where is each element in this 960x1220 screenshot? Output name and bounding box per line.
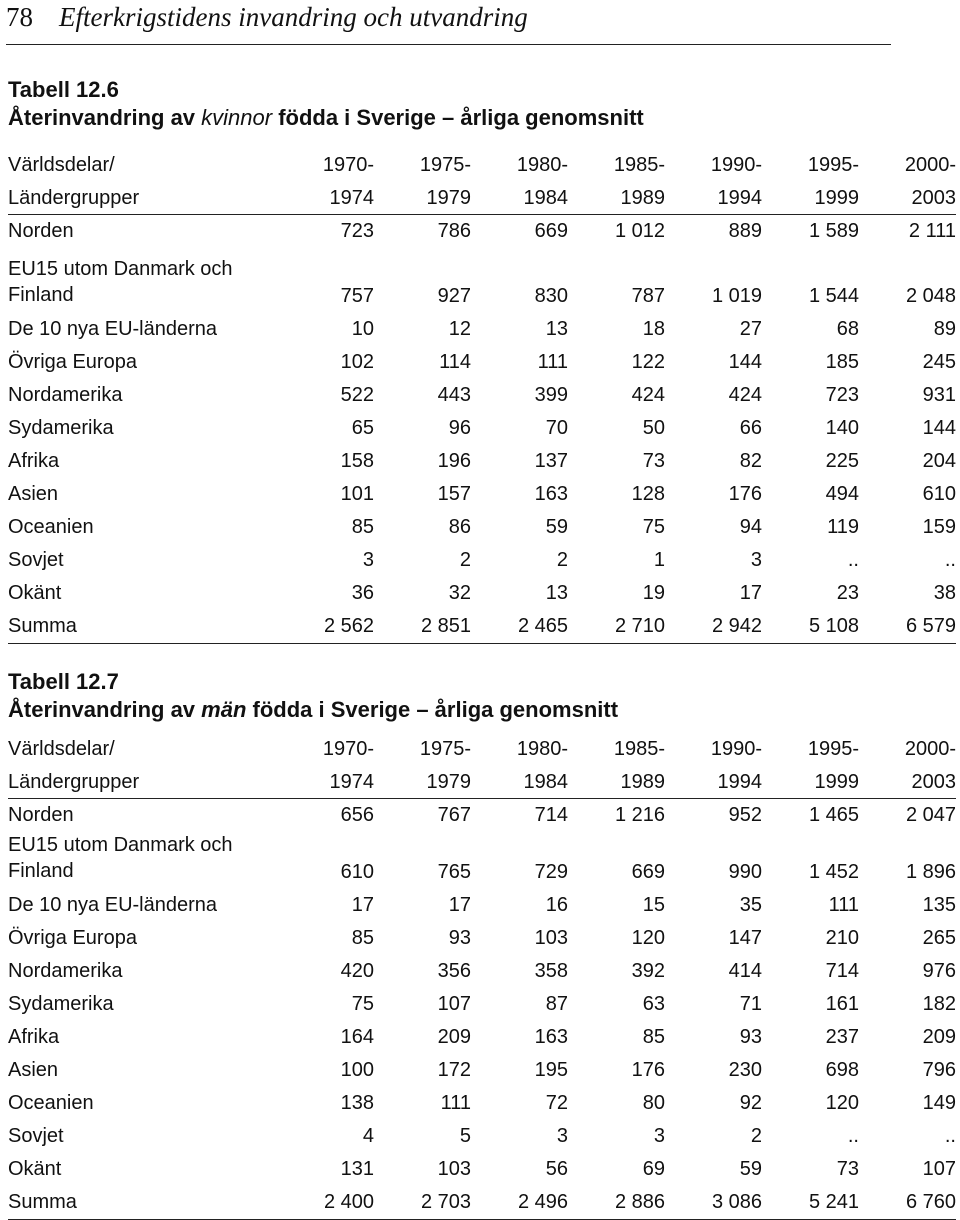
- table-row: [8, 799, 956, 833]
- cell-value: 100: [340, 1059, 374, 1081]
- cell-value: 392: [631, 960, 665, 982]
- header-period: 1975-: [419, 153, 471, 176]
- header-period: 2000-: [904, 737, 956, 760]
- cell-value: 204: [922, 450, 956, 472]
- cell-value: 6 579: [859, 610, 956, 644]
- table-title: Återinvandring av män födda i Sverige – årliga genomsnitt: [8, 697, 619, 722]
- cell-value: 144: [728, 351, 762, 373]
- table-row: [8, 577, 956, 610]
- cell-value: 3 086: [665, 1186, 762, 1220]
- cell-value: 2 886: [568, 1186, 665, 1220]
- cell-value: 16: [545, 894, 568, 916]
- chapter-title: Efterkrigstidens invandring och utvandring: [59, 2, 528, 32]
- table-row: [8, 511, 956, 544]
- cell-value: 75: [351, 993, 374, 1015]
- header-period: 1985-: [613, 737, 665, 760]
- header-period: 1994: [665, 182, 762, 215]
- cell-value: 424: [728, 384, 762, 406]
- cell-value: 6 760: [859, 1186, 956, 1220]
- cell-value: 399: [534, 384, 568, 406]
- cell-value: 1 896: [905, 861, 956, 883]
- cell-value: 2 710: [568, 610, 665, 644]
- row-label: Sydamerika: [8, 993, 114, 1015]
- cell-value: 138: [340, 1092, 374, 1114]
- cell-value: 2 047: [905, 804, 956, 826]
- header-row: [8, 766, 956, 799]
- cell-value: 1 465: [808, 804, 859, 826]
- cell-value: 128: [631, 483, 665, 505]
- cell-value: 87: [545, 993, 568, 1015]
- cell-value: 80: [642, 1092, 665, 1114]
- cell-value: 93: [739, 1026, 762, 1048]
- cell-value: 122: [631, 351, 665, 373]
- cell-value: 265: [922, 927, 956, 949]
- cell-value: 1 019: [711, 285, 762, 307]
- cell-value: 209: [922, 1026, 956, 1048]
- cell-value: 420: [340, 960, 374, 982]
- cell-value: 172: [437, 1059, 471, 1081]
- cell-value: 927: [437, 285, 471, 307]
- row-label: Övriga Europa: [8, 351, 137, 373]
- cell-value: 1: [653, 549, 665, 571]
- row-label: Sovjet: [8, 1125, 64, 1147]
- cell-value: 610: [340, 861, 374, 883]
- cell-value: 27: [739, 318, 762, 340]
- cell-value: 3: [653, 1125, 665, 1147]
- table-row: [8, 248, 956, 313]
- cell-value: 1 544: [808, 285, 859, 307]
- cell-value: 414: [728, 960, 762, 982]
- cell-value: 182: [922, 993, 956, 1015]
- row-label: Okänt: [8, 582, 62, 604]
- cell-value: 50: [642, 417, 665, 439]
- cell-value: 157: [437, 483, 471, 505]
- table-row: [8, 1186, 956, 1220]
- table-row: [8, 346, 956, 379]
- cell-value: 65: [351, 417, 374, 439]
- cell-value: 163: [534, 483, 568, 505]
- cell-value: 107: [437, 993, 471, 1015]
- table-row: [8, 988, 956, 1021]
- cell-value: 2: [459, 549, 471, 571]
- cell-value: 723: [825, 384, 859, 406]
- cell-value: 114: [439, 351, 471, 373]
- cell-value: 2 851: [374, 610, 471, 644]
- table-row: [8, 610, 956, 644]
- cell-value: 17: [448, 894, 471, 916]
- cell-value: ..: [847, 1125, 859, 1147]
- cell-value: 111: [440, 1092, 471, 1114]
- header-period: 1979: [374, 766, 471, 799]
- cell-value: 13: [545, 318, 568, 340]
- cell-value: 729: [534, 861, 568, 883]
- cell-value: 103: [534, 927, 568, 949]
- cell-value: 230: [728, 1059, 762, 1081]
- cell-value: 2 703: [374, 1186, 471, 1220]
- cell-value: 3: [556, 1125, 568, 1147]
- cell-value: 494: [825, 483, 859, 505]
- cell-value: 86: [448, 516, 471, 538]
- cell-value: 2 496: [471, 1186, 568, 1220]
- cell-value: 757: [340, 285, 374, 307]
- table-number: Tabell 12.7: [8, 669, 119, 694]
- row-label: EU15 utom Danmark och Finland: [8, 258, 233, 306]
- cell-value: 669: [631, 861, 665, 883]
- row-label: Afrika: [8, 450, 60, 472]
- table-row: [8, 379, 956, 412]
- cell-value: 714: [825, 960, 859, 982]
- row-label: Norden: [8, 804, 74, 826]
- header-period: 1984: [471, 766, 568, 799]
- table-row: [8, 544, 956, 577]
- cell-value: 137: [534, 450, 568, 472]
- cell-value: 71: [739, 993, 762, 1015]
- cell-value: 140: [825, 417, 859, 439]
- header-label: Ländergrupper: [8, 766, 277, 799]
- cell-value: 714: [534, 804, 568, 826]
- cell-value: 176: [728, 483, 762, 505]
- header-period: 1989: [568, 766, 665, 799]
- row-label: EU15 utom Danmark och Finland: [8, 834, 233, 882]
- row-label: Summa: [8, 1186, 277, 1220]
- cell-value: 669: [534, 220, 568, 242]
- data-table-12-7: [8, 732, 956, 1220]
- cell-value: 120: [825, 1092, 859, 1114]
- cell-value: 1 216: [614, 804, 665, 826]
- cell-value: 424: [631, 384, 665, 406]
- row-label: Oceanien: [8, 1092, 94, 1114]
- cell-value: 786: [437, 220, 471, 242]
- cell-value: 161: [825, 993, 859, 1015]
- cell-value: 1 589: [808, 220, 859, 242]
- cell-value: 131: [340, 1158, 374, 1180]
- cell-value: 225: [825, 450, 859, 472]
- header-row: [8, 732, 956, 766]
- row-label: Oceanien: [8, 516, 94, 538]
- cell-value: 209: [437, 1026, 471, 1048]
- cell-value: 889: [728, 220, 762, 242]
- row-label: Övriga Europa: [8, 927, 137, 949]
- cell-value: 56: [545, 1158, 568, 1180]
- header-period: 1995-: [807, 737, 859, 760]
- header-label: Ländergrupper: [8, 182, 277, 215]
- header-period: 1979: [374, 182, 471, 215]
- row-label: Nordamerika: [8, 384, 123, 406]
- row-label: Norden: [8, 220, 74, 242]
- header-period: 1994: [665, 766, 762, 799]
- cell-value: 2 465: [471, 610, 568, 644]
- cell-value: 164: [340, 1026, 374, 1048]
- cell-value: 952: [728, 804, 762, 826]
- cell-value: 698: [825, 1059, 859, 1081]
- cell-value: 89: [933, 318, 956, 340]
- table-row: [8, 215, 956, 249]
- row-label: Afrika: [8, 1026, 60, 1048]
- cell-value: 1 452: [808, 861, 859, 883]
- cell-value: 2 562: [277, 610, 374, 644]
- cell-value: 94: [739, 516, 762, 538]
- cell-value: 610: [922, 483, 956, 505]
- table-row: [8, 313, 956, 346]
- cell-value: 787: [631, 285, 665, 307]
- header-row: [8, 182, 956, 215]
- cell-value: 2 111: [908, 220, 956, 242]
- cell-value: 990: [728, 861, 762, 883]
- cell-value: 111: [537, 351, 568, 373]
- table-row: [8, 1153, 956, 1186]
- cell-value: 101: [340, 483, 374, 505]
- table-row: [8, 955, 956, 988]
- table-row: [8, 445, 956, 478]
- header-period: 2000-: [904, 153, 956, 176]
- header-period: 1980-: [516, 153, 568, 176]
- cell-value: 17: [739, 582, 762, 604]
- cell-value: 2 942: [665, 610, 762, 644]
- row-label: De 10 nya EU-länderna: [8, 318, 218, 340]
- header-period: 1970-: [322, 737, 374, 760]
- cell-value: 4: [362, 1125, 374, 1147]
- cell-value: 3: [750, 549, 762, 571]
- table-title: Återinvandring av kvinnor födda i Sverige – årliga genomsnitt: [8, 105, 644, 130]
- page-number: 78: [6, 2, 33, 32]
- cell-value: 2 400: [277, 1186, 374, 1220]
- cell-value: 68: [836, 318, 859, 340]
- table-row: [8, 832, 956, 889]
- cell-value: 12: [448, 318, 471, 340]
- cell-value: 32: [448, 582, 471, 604]
- cell-value: 35: [739, 894, 762, 916]
- cell-value: 5: [459, 1125, 471, 1147]
- header-period: 1999: [762, 766, 859, 799]
- cell-value: 66: [739, 417, 762, 439]
- cell-value: 522: [340, 384, 374, 406]
- cell-value: 765: [437, 861, 471, 883]
- cell-value: 85: [351, 927, 374, 949]
- row-label: De 10 nya EU-länderna: [8, 894, 218, 916]
- cell-value: 1 012: [614, 220, 665, 242]
- page-header: [6, 0, 891, 45]
- title-emphasis: kvinnor: [201, 105, 273, 130]
- table-row: [8, 478, 956, 511]
- cell-value: 93: [448, 927, 471, 949]
- row-label: Summa: [8, 610, 277, 644]
- cell-value: 92: [739, 1092, 762, 1114]
- cell-value: 723: [340, 220, 374, 242]
- cell-value: 85: [642, 1026, 665, 1048]
- cell-value: 13: [545, 582, 568, 604]
- row-label: Sovjet: [8, 549, 64, 571]
- cell-value: 158: [340, 450, 374, 472]
- cell-value: 830: [534, 285, 568, 307]
- cell-value: 59: [739, 1158, 762, 1180]
- table-caption-12-6: [8, 76, 644, 132]
- table-row: [8, 889, 956, 922]
- cell-value: 147: [728, 927, 762, 949]
- cell-value: 15: [642, 894, 665, 916]
- cell-value: 85: [351, 516, 374, 538]
- table-number: Tabell 12.6: [8, 77, 119, 102]
- cell-value: 36: [351, 582, 374, 604]
- cell-value: 195: [534, 1059, 568, 1081]
- cell-value: 102: [340, 351, 374, 373]
- header-period: 1984: [471, 182, 568, 215]
- table-row: [8, 1054, 956, 1087]
- cell-value: ..: [944, 1125, 956, 1147]
- cell-value: 3: [362, 549, 374, 571]
- title-emphasis: män: [201, 697, 247, 722]
- cell-value: 163: [534, 1026, 568, 1048]
- cell-value: 5 241: [762, 1186, 859, 1220]
- header-period: 2003: [859, 182, 956, 215]
- cell-value: 38: [933, 582, 956, 604]
- header-row: [8, 148, 956, 182]
- header-period: 1970-: [322, 153, 374, 176]
- cell-value: 73: [836, 1158, 859, 1180]
- header-period: 1995-: [807, 153, 859, 176]
- table-row: [8, 922, 956, 955]
- cell-value: 210: [825, 927, 859, 949]
- header-period: 1990-: [710, 153, 762, 176]
- cell-value: 82: [739, 450, 762, 472]
- cell-value: 19: [642, 582, 665, 604]
- header-label: Världsdelar/: [8, 153, 115, 176]
- cell-value: ..: [847, 549, 859, 571]
- table-row: [8, 1087, 956, 1120]
- cell-value: 96: [448, 417, 471, 439]
- cell-value: 185: [825, 351, 859, 373]
- cell-value: 358: [534, 960, 568, 982]
- cell-value: 767: [437, 804, 471, 826]
- cell-value: 111: [828, 894, 859, 916]
- row-label: Okänt: [8, 1158, 62, 1180]
- cell-value: 356: [437, 960, 471, 982]
- cell-value: 159: [922, 516, 956, 538]
- cell-value: 10: [351, 318, 374, 340]
- cell-value: 2 048: [905, 285, 956, 307]
- cell-value: 17: [351, 894, 374, 916]
- table-caption-12-7: [8, 668, 618, 724]
- cell-value: 931: [922, 384, 956, 406]
- cell-value: 149: [922, 1092, 956, 1114]
- row-label: Asien: [8, 1059, 59, 1081]
- row-label: Sydamerika: [8, 417, 114, 439]
- header-period: 1999: [762, 182, 859, 215]
- cell-value: 2: [750, 1125, 762, 1147]
- cell-value: 196: [437, 450, 471, 472]
- header-period: 1974: [277, 182, 374, 215]
- cell-value: 656: [340, 804, 374, 826]
- cell-value: 176: [631, 1059, 665, 1081]
- header-label: Världsdelar/: [8, 737, 115, 760]
- cell-value: 63: [642, 993, 665, 1015]
- cell-value: 2: [556, 549, 568, 571]
- header-period: 1975-: [419, 737, 471, 760]
- cell-value: 796: [922, 1059, 956, 1081]
- cell-value: 245: [922, 351, 956, 373]
- data-table-12-6: [8, 148, 956, 644]
- cell-value: 69: [642, 1158, 665, 1180]
- header-period: 1990-: [710, 737, 762, 760]
- header-period: 1980-: [516, 737, 568, 760]
- cell-value: 976: [922, 960, 956, 982]
- cell-value: 443: [437, 384, 471, 406]
- cell-value: 120: [631, 927, 665, 949]
- table-row: [8, 1021, 956, 1054]
- table-row: [8, 1120, 956, 1153]
- cell-value: 75: [642, 516, 665, 538]
- cell-value: 144: [922, 417, 956, 439]
- cell-value: 59: [545, 516, 568, 538]
- header-period: 2003: [859, 766, 956, 799]
- cell-value: 103: [437, 1158, 471, 1180]
- cell-value: 23: [836, 582, 859, 604]
- header-period: 1985-: [613, 153, 665, 176]
- cell-value: 73: [642, 450, 665, 472]
- cell-value: 237: [825, 1026, 859, 1048]
- cell-value: 70: [545, 417, 568, 439]
- cell-value: 135: [922, 894, 956, 916]
- cell-value: ..: [944, 549, 956, 571]
- table-row: [8, 412, 956, 445]
- row-label: Nordamerika: [8, 960, 123, 982]
- cell-value: 5 108: [762, 610, 859, 644]
- header-period: 1974: [277, 766, 374, 799]
- cell-value: 72: [545, 1092, 568, 1114]
- cell-value: 119: [827, 516, 859, 538]
- header-period: 1989: [568, 182, 665, 215]
- cell-value: 18: [642, 318, 665, 340]
- cell-value: 107: [922, 1158, 956, 1180]
- row-label: Asien: [8, 483, 59, 505]
